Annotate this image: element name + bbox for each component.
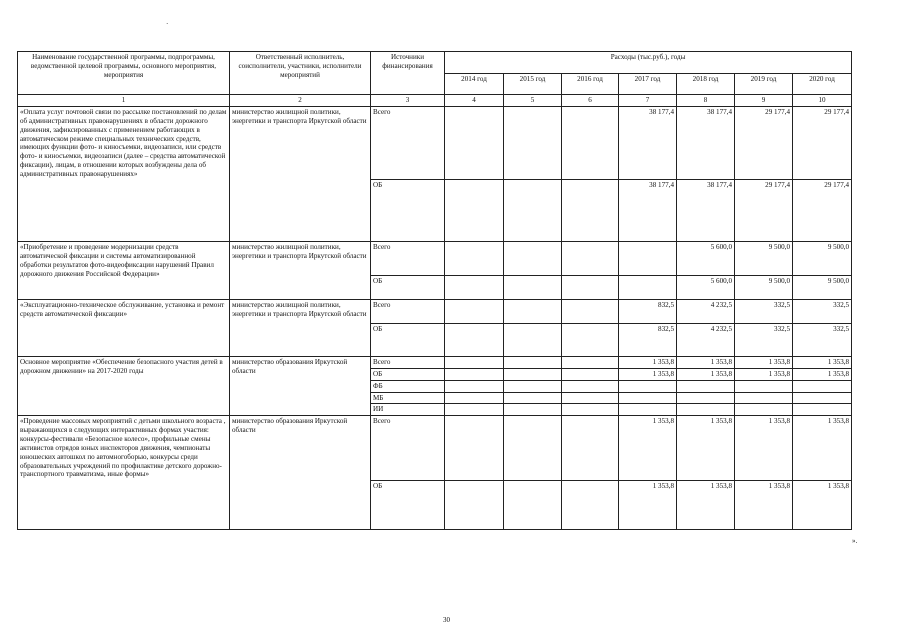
expense-value — [677, 404, 735, 416]
expense-value — [562, 357, 619, 369]
header-source: Источники финансирования — [371, 52, 445, 95]
expense-value: 832,5 — [619, 300, 677, 324]
table-row — [18, 300, 852, 324]
header-expenses: Расходы (тыс.руб.), годы — [445, 52, 852, 74]
funding-source: ОБ — [371, 481, 445, 530]
expense-value — [562, 276, 619, 300]
expense-value — [504, 107, 562, 180]
funding-source: Всего — [371, 357, 445, 369]
header-year: 2019 год — [735, 73, 793, 95]
column-number: 3 — [371, 95, 445, 107]
expense-value: 332,5 — [793, 324, 852, 357]
expense-value: 1 353,8 — [793, 481, 852, 530]
expense-value: 5 600,0 — [677, 242, 735, 276]
expense-value — [504, 300, 562, 324]
expense-value — [562, 180, 619, 242]
header-executor: Ответственный исполнитель, соисполнители, участники, исполнители мероприятий — [230, 52, 371, 95]
budget-table — [17, 51, 852, 530]
expense-value — [562, 107, 619, 180]
expense-value: 29 177,4 — [793, 107, 852, 180]
scan-speck: · — [166, 20, 169, 28]
expense-value — [504, 380, 562, 392]
expense-value — [562, 300, 619, 324]
expense-value — [562, 404, 619, 416]
page-number: 30 — [443, 616, 450, 624]
expense-value: 1 353,8 — [677, 481, 735, 530]
expense-value — [445, 324, 504, 357]
table-row — [18, 242, 852, 276]
activity-name: «Оплата услуг почтовой связи по рассылке постановлений по делам об административных правонарушениях в области дорожного движения, зафиксированных с применением работающих в автоматическом режиме специальных технических средств, имеющих функции фото- и киносъемки, видеозаписи, или средств фото- и киносъемки, видеозаписи (далее – средства автоматической фиксации), лицам, в отношении которых возбуждены дела об административных правонарушениях» — [18, 107, 230, 242]
expense-value — [619, 380, 677, 392]
expense-value: 1 353,8 — [735, 357, 793, 369]
funding-source: ИИ — [371, 404, 445, 416]
expense-value — [445, 380, 504, 392]
column-number: 8 — [677, 95, 735, 107]
column-number: 4 — [445, 95, 504, 107]
expense-value — [735, 380, 793, 392]
column-number: 6 — [562, 95, 619, 107]
expense-value — [445, 300, 504, 324]
expense-value: 1 353,8 — [793, 416, 852, 481]
expense-value — [562, 324, 619, 357]
expense-value — [504, 404, 562, 416]
expense-value: 1 353,8 — [677, 416, 735, 481]
expense-value — [735, 392, 793, 404]
column-numbers-row — [18, 95, 852, 107]
expense-value: 332,5 — [735, 300, 793, 324]
activity-name: Основное мероприятие «Обеспечение безопасного участия детей в дорожном движении» на 2017-2020 годы — [18, 357, 230, 416]
column-number: 9 — [735, 95, 793, 107]
expense-value — [619, 276, 677, 300]
funding-source: Всего — [371, 300, 445, 324]
expense-value — [445, 392, 504, 404]
table-row — [18, 107, 852, 180]
header-year: 2016 год — [562, 73, 619, 95]
expense-value: 29 177,4 — [735, 180, 793, 242]
expense-value — [504, 276, 562, 300]
expense-value: 4 232,5 — [677, 300, 735, 324]
expense-value: 832,5 — [619, 324, 677, 357]
expense-value — [619, 392, 677, 404]
expense-value — [445, 276, 504, 300]
expense-value — [735, 404, 793, 416]
expense-value: 4 232,5 — [677, 324, 735, 357]
expense-value: 38 177,4 — [677, 180, 735, 242]
expense-value — [504, 242, 562, 276]
column-number: 2 — [230, 95, 371, 107]
column-number: 5 — [504, 95, 562, 107]
column-number: 1 — [18, 95, 230, 107]
expense-value: 1 353,8 — [677, 368, 735, 380]
header-year: 2017 год — [619, 73, 677, 95]
header-year: 2015 год — [504, 73, 562, 95]
expense-value: 1 353,8 — [677, 357, 735, 369]
column-number: 10 — [793, 95, 852, 107]
expense-value: 332,5 — [735, 324, 793, 357]
activity-executor: министерство образования Иркутской области — [230, 357, 371, 416]
expense-value — [562, 416, 619, 481]
expense-value: 1 353,8 — [793, 368, 852, 380]
activity-executor: министерство жилищной политики, энергетики и транспорта Иркутской области — [230, 107, 371, 242]
expense-value — [562, 392, 619, 404]
expense-value: 38 177,4 — [677, 107, 735, 180]
activity-executor: министерство жилищной политики, энергетики и транспорта Иркутской области — [230, 242, 371, 300]
expense-value — [445, 180, 504, 242]
header-year: 2020 год — [793, 73, 852, 95]
funding-source: Всего — [371, 107, 445, 180]
expense-value — [619, 404, 677, 416]
expense-value: 1 353,8 — [619, 416, 677, 481]
closing-quote-mark: ». — [852, 537, 858, 545]
expense-value — [445, 416, 504, 481]
expense-value — [504, 357, 562, 369]
expense-value: 9 500,0 — [735, 276, 793, 300]
expense-value: 29 177,4 — [793, 180, 852, 242]
expense-value: 9 500,0 — [793, 242, 852, 276]
expense-value: 38 177,4 — [619, 180, 677, 242]
expense-value — [504, 180, 562, 242]
expense-value — [504, 368, 562, 380]
expense-value: 29 177,4 — [735, 107, 793, 180]
expense-value — [445, 481, 504, 530]
expense-value — [445, 107, 504, 180]
activity-name: «Эксплуатационно-техническое обслуживание, установка и ремонт средств автоматической фиксации» — [18, 300, 230, 357]
column-number: 7 — [619, 95, 677, 107]
expense-value: 1 353,8 — [793, 357, 852, 369]
expense-value — [445, 404, 504, 416]
funding-source: ОБ — [371, 180, 445, 242]
funding-source: ФБ — [371, 380, 445, 392]
table-row — [18, 357, 852, 369]
funding-source: ОБ — [371, 276, 445, 300]
activity-executor: министерство образования Иркутской области — [230, 416, 371, 530]
header-program: Наименование государственной программы, подпрограммы, ведомственной целевой программы, основного мероприятия, мероприятия — [18, 52, 230, 95]
expense-value — [677, 380, 735, 392]
expense-value — [793, 404, 852, 416]
expense-value — [504, 324, 562, 357]
expense-value: 9 500,0 — [735, 242, 793, 276]
expense-value — [504, 481, 562, 530]
table-row — [18, 416, 852, 481]
expense-value: 38 177,4 — [619, 107, 677, 180]
expense-value — [504, 392, 562, 404]
expense-value — [793, 392, 852, 404]
header-year: 2014 год — [445, 73, 504, 95]
funding-source: ОБ — [371, 324, 445, 357]
expense-value — [677, 392, 735, 404]
activity-name: «Приобретение и проведение модернизации средств автоматической фиксации и системы автоматизированной обработки результатов фото-видеофиксации нарушений Правил дорожного движения Российской Федерации» — [18, 242, 230, 300]
expense-value: 1 353,8 — [735, 416, 793, 481]
expense-value — [504, 416, 562, 481]
activity-name: «Проведение массовых мероприятий с детьми школьного возраста , выражающихся в следующих интерактивных формах участия: конкурсы-фестивали «Безопасное колесо», профильные смены активистов отрядов юных инспекторов движения, чемпионаты юношеских автошкол по автомногоборью, конкурсы среди образовательных учреждений по профилактике детского дорожно-транспортного травматизма, иные формы» — [18, 416, 230, 530]
funding-source: ОБ — [371, 368, 445, 380]
expense-value — [562, 380, 619, 392]
funding-source: Всего — [371, 242, 445, 276]
expense-value — [793, 380, 852, 392]
funding-source: Всего — [371, 416, 445, 481]
activity-executor: министерство жилищной политики, энергетики и транспорта Иркутской области — [230, 300, 371, 357]
expense-value — [562, 368, 619, 380]
expense-value — [562, 481, 619, 530]
expense-value: 9 500,0 — [793, 276, 852, 300]
expense-value: 332,5 — [793, 300, 852, 324]
expense-value — [562, 242, 619, 276]
expense-value: 1 353,8 — [619, 357, 677, 369]
expense-value: 1 353,8 — [619, 368, 677, 380]
expense-value — [445, 357, 504, 369]
expense-value: 1 353,8 — [619, 481, 677, 530]
expense-value — [619, 242, 677, 276]
header-row — [18, 52, 852, 74]
funding-source: МБ — [371, 392, 445, 404]
header-year: 2018 год — [677, 73, 735, 95]
expense-value: 1 353,8 — [735, 481, 793, 530]
expense-value — [445, 242, 504, 276]
expense-value: 1 353,8 — [735, 368, 793, 380]
expense-value — [445, 368, 504, 380]
expense-value: 5 600,0 — [677, 276, 735, 300]
